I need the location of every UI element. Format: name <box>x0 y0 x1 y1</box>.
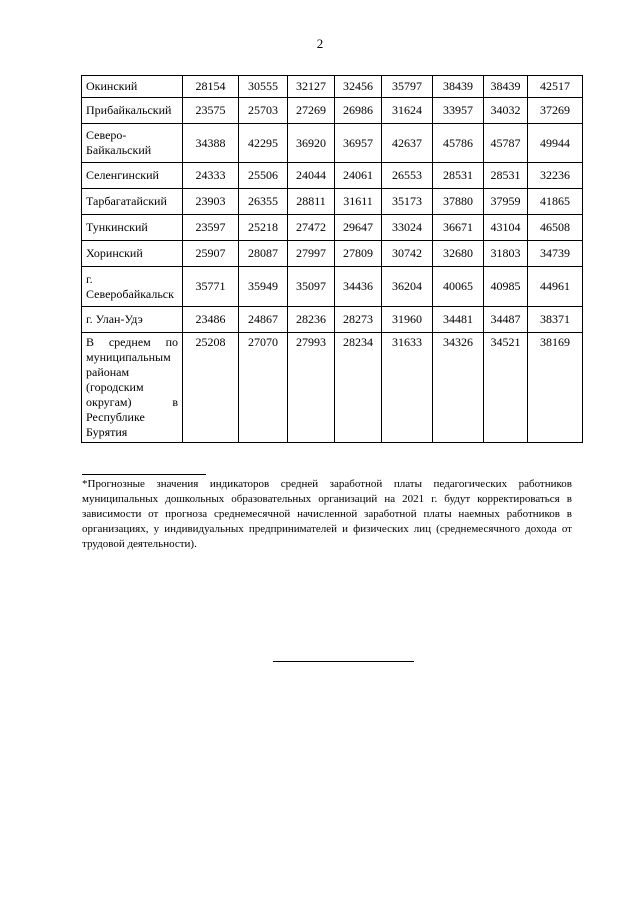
table-row <box>82 267 583 307</box>
table-cell: 36671 <box>433 215 484 241</box>
table-body <box>82 76 583 443</box>
table-cell: 31803 <box>484 241 528 267</box>
table-cell: 45787 <box>484 124 528 163</box>
table-cell: 27997 <box>288 241 335 267</box>
row-label: Прибайкальский <box>82 98 183 124</box>
table-cell: 29647 <box>335 215 382 241</box>
table-cell: 37269 <box>528 98 583 124</box>
table-cell: 46508 <box>528 215 583 241</box>
table-cell: 34481 <box>433 307 484 333</box>
row-label: Тарбагатайский <box>82 189 183 215</box>
table-cell: 30742 <box>382 241 433 267</box>
table-cell: 24044 <box>288 163 335 189</box>
table-cell: 49944 <box>528 124 583 163</box>
footnote-text: *Прогнозные значения индикаторов средней заработной платы педагогических работников муниципальных дошкольных образовательных организаций на 2021 г. будут корректироваться в зависимости от прогноза среднемесячной начисленной заработной платы наемных работников в организациях, у индивидуальных предпринимателей и физических лиц (среднемесячного дохода от трудовой деятельности). <box>82 478 572 550</box>
table-cell: 36204 <box>382 267 433 307</box>
table-cell: 28273 <box>335 307 382 333</box>
salary-table <box>81 75 583 443</box>
table-row <box>82 333 583 443</box>
table-cell: 31633 <box>382 333 433 443</box>
table-cell: 33957 <box>433 98 484 124</box>
row-label: Окинский <box>82 76 183 98</box>
table-cell: 34487 <box>484 307 528 333</box>
table-cell: 41865 <box>528 189 583 215</box>
table-cell: 28531 <box>484 163 528 189</box>
table-cell: 31624 <box>382 98 433 124</box>
table-cell: 27070 <box>239 333 288 443</box>
row-label: Тункинский <box>82 215 183 241</box>
table-cell: 23486 <box>183 307 239 333</box>
footnote-rule <box>82 474 206 475</box>
table-cell: 23597 <box>183 215 239 241</box>
table-row <box>82 307 583 333</box>
table-cell: 40065 <box>433 267 484 307</box>
table-cell: 42637 <box>382 124 433 163</box>
row-label: Северо-Байкальский <box>82 124 183 163</box>
table-cell: 32236 <box>528 163 583 189</box>
table-row <box>82 98 583 124</box>
table-cell: 42295 <box>239 124 288 163</box>
table-cell: 25208 <box>183 333 239 443</box>
table-cell: 38169 <box>528 333 583 443</box>
table-cell: 27472 <box>288 215 335 241</box>
table-cell: 30555 <box>239 76 288 98</box>
row-label: В среднем по муниципальным районам (городским округам) в Республике Бурятия <box>82 333 183 443</box>
table-cell: 32127 <box>288 76 335 98</box>
table-row <box>82 241 583 267</box>
table-cell: 34032 <box>484 98 528 124</box>
table-cell: 26553 <box>382 163 433 189</box>
table-cell: 35097 <box>288 267 335 307</box>
table-cell: 38439 <box>484 76 528 98</box>
table-cell: 34388 <box>183 124 239 163</box>
table-cell: 28236 <box>288 307 335 333</box>
table-cell: 25506 <box>239 163 288 189</box>
table-cell: 36920 <box>288 124 335 163</box>
table-cell: 35173 <box>382 189 433 215</box>
table-cell: 40985 <box>484 267 528 307</box>
table-cell: 25907 <box>183 241 239 267</box>
table-row <box>82 76 583 98</box>
end-rule <box>273 661 414 662</box>
table-cell: 27269 <box>288 98 335 124</box>
table-cell: 35797 <box>382 76 433 98</box>
table-cell: 24333 <box>183 163 239 189</box>
table-cell: 23903 <box>183 189 239 215</box>
table-cell: 34436 <box>335 267 382 307</box>
table-cell: 28531 <box>433 163 484 189</box>
table-row <box>82 124 583 163</box>
table-cell: 42517 <box>528 76 583 98</box>
table-cell: 37959 <box>484 189 528 215</box>
table-cell: 24061 <box>335 163 382 189</box>
table-cell: 44961 <box>528 267 583 307</box>
table-cell: 32456 <box>335 76 382 98</box>
table-cell: 28154 <box>183 76 239 98</box>
table-cell: 37880 <box>433 189 484 215</box>
table-cell: 31960 <box>382 307 433 333</box>
table-cell: 26986 <box>335 98 382 124</box>
table-cell: 28811 <box>288 189 335 215</box>
table-cell: 26355 <box>239 189 288 215</box>
table-cell: 35949 <box>239 267 288 307</box>
table-cell: 28234 <box>335 333 382 443</box>
table-row <box>82 189 583 215</box>
table-cell: 34326 <box>433 333 484 443</box>
table-cell: 24867 <box>239 307 288 333</box>
table-cell: 27809 <box>335 241 382 267</box>
row-label: г. Улан-Удэ <box>82 307 183 333</box>
table-cell: 27993 <box>288 333 335 443</box>
table-cell: 25703 <box>239 98 288 124</box>
table-cell: 28087 <box>239 241 288 267</box>
page-number: 2 <box>316 36 324 51</box>
table-cell: 25218 <box>239 215 288 241</box>
table-cell: 33024 <box>382 215 433 241</box>
table-cell: 23575 <box>183 98 239 124</box>
table-cell: 31611 <box>335 189 382 215</box>
table-cell: 32680 <box>433 241 484 267</box>
table-cell: 38439 <box>433 76 484 98</box>
table-cell: 34521 <box>484 333 528 443</box>
row-label: Хоринский <box>82 241 183 267</box>
table-cell: 36957 <box>335 124 382 163</box>
table-cell: 38371 <box>528 307 583 333</box>
table-cell: 45786 <box>433 124 484 163</box>
table-row <box>82 163 583 189</box>
table-row <box>82 215 583 241</box>
table-cell: 43104 <box>484 215 528 241</box>
table-cell: 34739 <box>528 241 583 267</box>
row-label: г. Северобайкальск <box>82 267 183 307</box>
table-cell: 35771 <box>183 267 239 307</box>
row-label: Селенгинский <box>82 163 183 189</box>
